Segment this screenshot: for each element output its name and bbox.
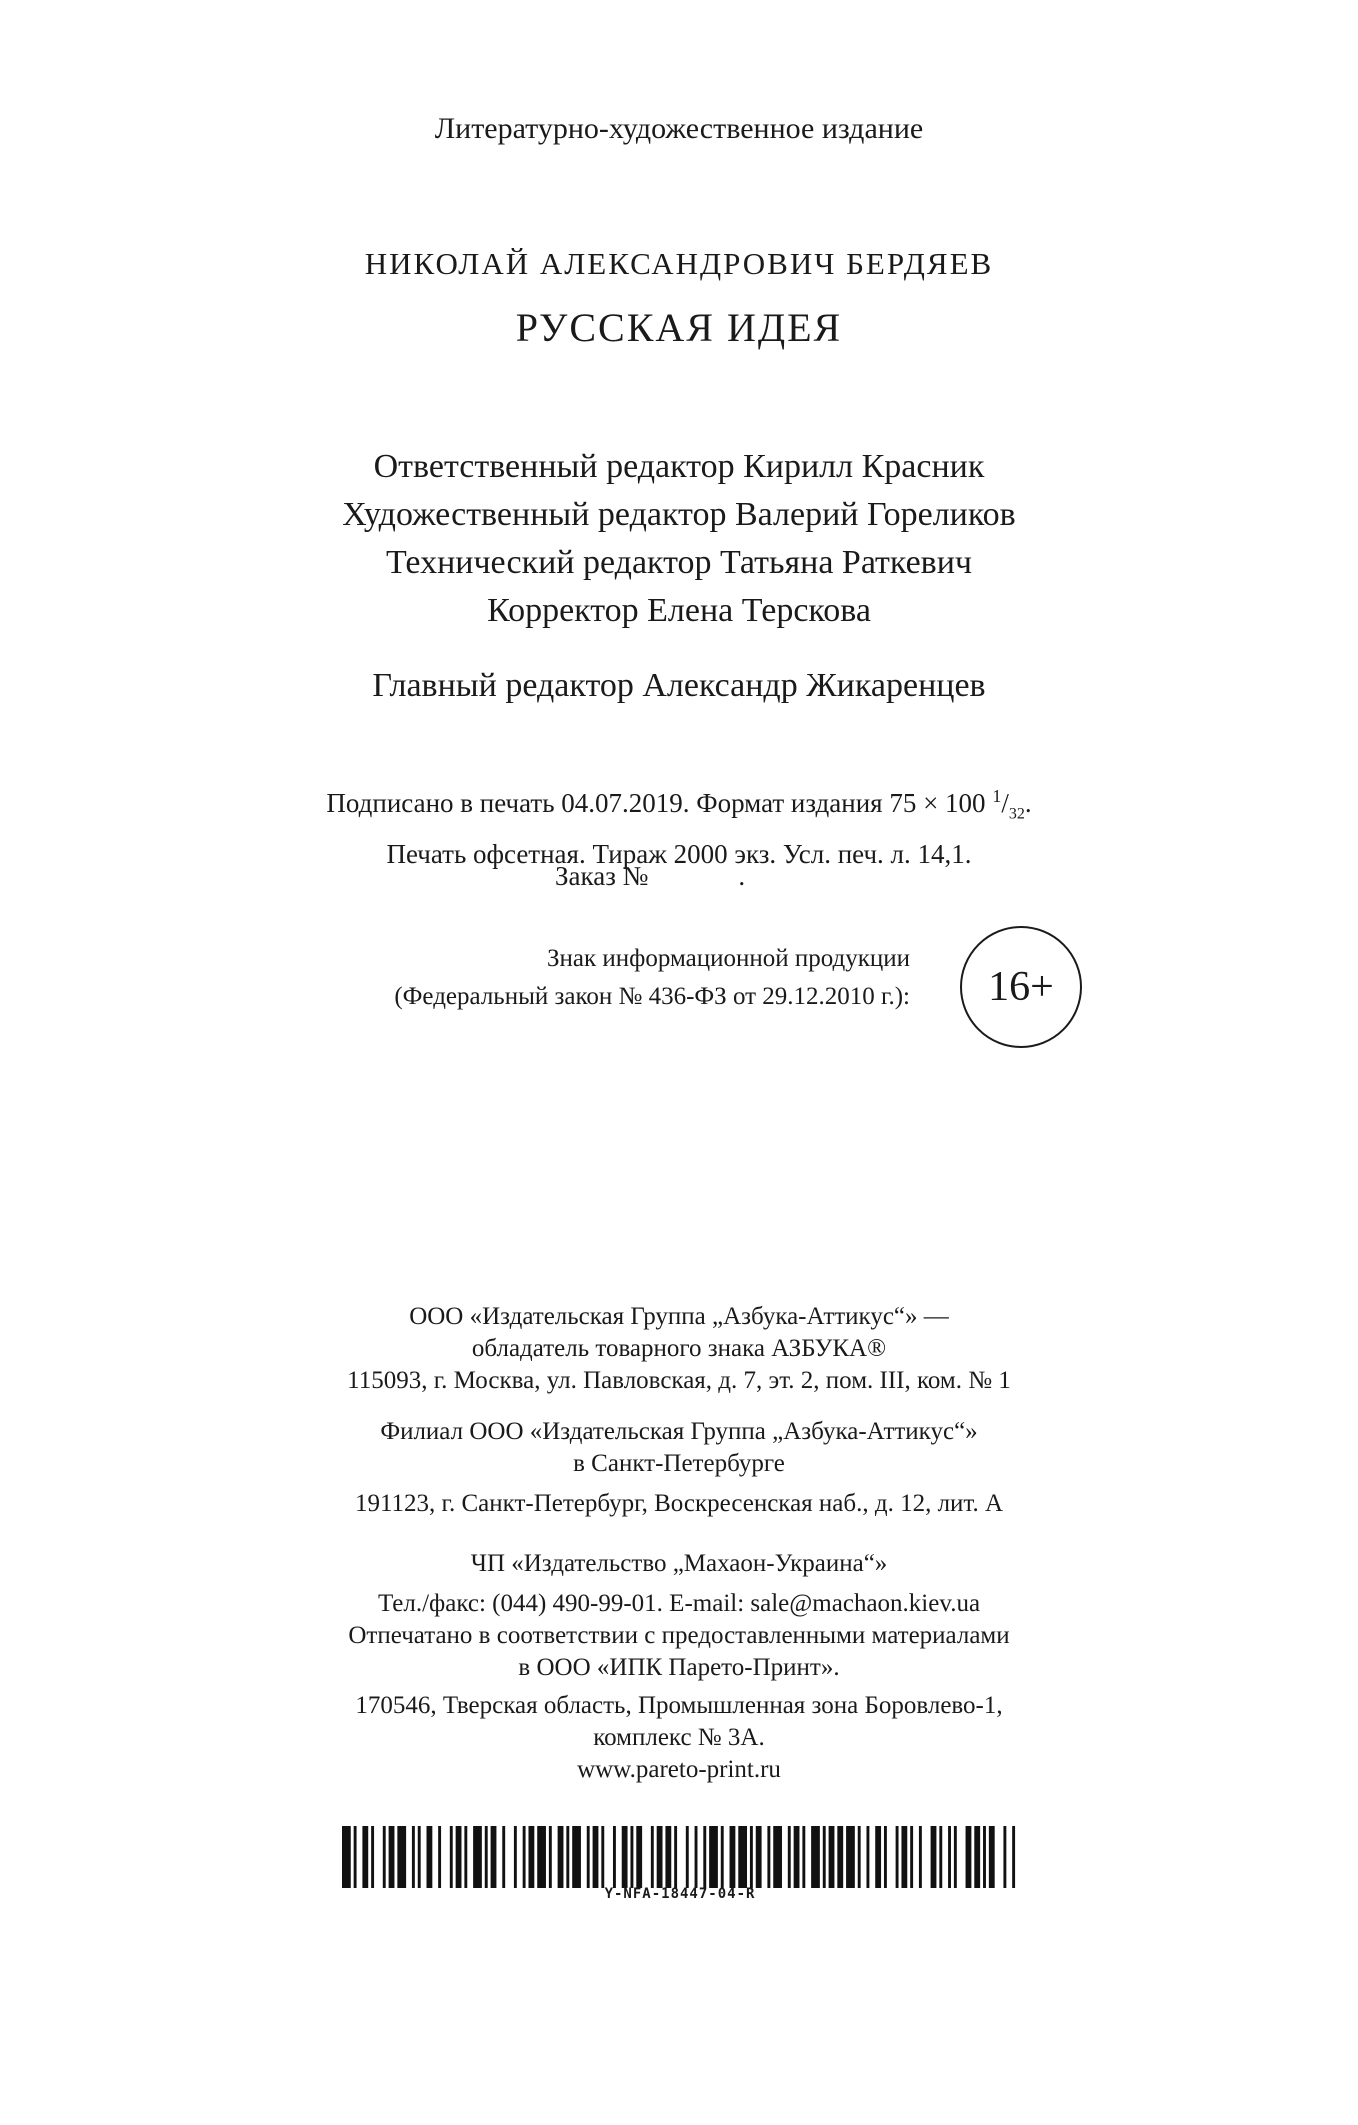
publisher-name: ООО «Издательская Группа „Азбука-Аттикус“» — bbox=[409, 1303, 949, 1330]
barcode-bar bbox=[837, 1826, 843, 1888]
barcode-bar bbox=[613, 1826, 616, 1888]
barcode-bar bbox=[523, 1826, 526, 1888]
credit-art-editor: Художественный редактор Валерий Гореликов bbox=[342, 496, 1016, 533]
barcode-bar bbox=[1003, 1826, 1006, 1888]
barcode-bar bbox=[910, 1826, 913, 1888]
barcode-bar bbox=[974, 1826, 980, 1888]
barcode-bar bbox=[794, 1826, 800, 1888]
format-fraction-numerator: 1 bbox=[992, 786, 1002, 806]
publisher-address: 115093, г. Москва, ул. Павловская, д. 7, эт. 2, пом. III, ком. № 1 bbox=[347, 1367, 1011, 1394]
barcode-bar bbox=[756, 1826, 762, 1888]
credit-proofreader: Корректор Елена Терскова bbox=[487, 592, 871, 629]
format-fraction-denominator: 32 bbox=[1008, 805, 1025, 823]
barcode-bar bbox=[630, 1826, 633, 1888]
barcode-bar bbox=[389, 1826, 395, 1888]
barcode-bar bbox=[802, 1826, 805, 1888]
barcode-bar bbox=[502, 1826, 505, 1888]
signed-for-print-line: Подписано в печать 04.07.2019. Формат издания 75 × 100 $^1/_{32}$. bbox=[326, 786, 1032, 823]
barcode-bar bbox=[721, 1826, 724, 1888]
barcode-bar bbox=[858, 1826, 861, 1888]
order-number-line bbox=[555, 856, 745, 896]
barcode-bar bbox=[464, 1826, 467, 1888]
barcode-label: Y-NFA-18447-04-R bbox=[604, 1886, 756, 1902]
barcode-bar bbox=[354, 1826, 357, 1888]
barcode-bar bbox=[931, 1826, 937, 1888]
barcode-bar bbox=[866, 1826, 869, 1888]
barcode-bar bbox=[528, 1826, 534, 1888]
barcode-bar bbox=[371, 1826, 374, 1888]
barcode-bar bbox=[558, 1826, 564, 1888]
barcode-bar bbox=[695, 1826, 698, 1888]
barcode-bar bbox=[954, 1826, 957, 1888]
barcode-bar bbox=[773, 1826, 782, 1888]
barcode-bar bbox=[427, 1826, 433, 1888]
barcode-bar bbox=[383, 1826, 386, 1888]
barcode-bar bbox=[884, 1826, 887, 1888]
barcode-bar bbox=[418, 1826, 421, 1888]
credit-technical-editor: Технический редактор Татьяна Раткевич bbox=[385, 544, 973, 581]
barcode-bar bbox=[703, 1826, 706, 1888]
barcode-bar bbox=[397, 1826, 406, 1888]
barcode-bar bbox=[875, 1826, 881, 1888]
barcode-bar bbox=[811, 1826, 820, 1888]
printer-website: www.pareto-print.ru bbox=[577, 1756, 781, 1783]
publisher-ukraine bbox=[0, 1548, 1358, 1620]
credit-chief-editor: Главный редактор Александр Жикаренцев bbox=[372, 667, 986, 704]
author-name: НИКОЛАЙ АЛЕКСАНДРОВИЧ БЕРДЯЕВ bbox=[364, 246, 994, 281]
edition-type: Литературно-художественное издание bbox=[434, 112, 924, 145]
barcode-bar bbox=[750, 1826, 753, 1888]
signed-for-print-text: Подписано в печать 04.07.2019. Формат издания 75 × 100 bbox=[326, 788, 986, 818]
book-title: РУССКАЯ ИДЕЯ bbox=[515, 305, 843, 350]
printer-info bbox=[0, 1620, 1358, 1786]
barcode-bar bbox=[537, 1826, 546, 1888]
barcode-bar bbox=[572, 1826, 581, 1888]
barcode-bar bbox=[491, 1826, 497, 1888]
barcode-bar bbox=[1012, 1826, 1015, 1888]
barcode-bar bbox=[829, 1826, 835, 1888]
barcode-bar bbox=[587, 1826, 590, 1888]
barcode-bar bbox=[767, 1826, 770, 1888]
publisher-trademark: обладатель товарного знака АЗБУКА® bbox=[471, 1335, 887, 1362]
credit-responsible-editor: Ответственный редактор Кирилл Красник bbox=[373, 448, 985, 485]
barcode-bar bbox=[566, 1826, 569, 1888]
branch-city: в Санкт-Петербурге bbox=[573, 1450, 785, 1477]
barcode-bar bbox=[686, 1826, 689, 1888]
barcode-bar bbox=[473, 1826, 482, 1888]
order-end: . bbox=[738, 861, 746, 891]
barcode-bar bbox=[674, 1826, 677, 1888]
printer-line-2: в ООО «ИПК Парето-Принт». bbox=[518, 1654, 840, 1681]
barcode-bar bbox=[730, 1826, 736, 1888]
age-rating-value: 16+ bbox=[988, 964, 1054, 1010]
publisher-main bbox=[0, 1301, 1358, 1397]
federal-law-reference: (Федеральный закон № 436-ФЗ от 29.12.2010 г.): bbox=[394, 983, 910, 1010]
printer-line-1: Отпечатано в соответствии с предоставленными материалами bbox=[348, 1622, 1010, 1649]
printer-line-4: комплекс № 3А. bbox=[593, 1724, 765, 1751]
barcode-bar bbox=[485, 1826, 488, 1888]
print-run-line: Печать офсетная. Тираж 2000 экз. Усл. печ. л. 14,1. bbox=[386, 839, 972, 870]
barcode-bar bbox=[919, 1826, 922, 1888]
barcode-bar bbox=[456, 1826, 462, 1888]
credit-chief-editor-block bbox=[0, 662, 1358, 710]
info-product-label: Знак информационной продукции bbox=[546, 945, 910, 972]
barcode-bar bbox=[788, 1826, 791, 1888]
barcode-bar bbox=[514, 1826, 517, 1888]
barcode-bar bbox=[622, 1826, 628, 1888]
barcode-bar bbox=[342, 1826, 351, 1888]
barcode-bar bbox=[939, 1826, 942, 1888]
barcode-bar bbox=[983, 1826, 986, 1888]
barcode-bar bbox=[549, 1826, 552, 1888]
barcode-bar bbox=[636, 1826, 642, 1888]
barcode-bar bbox=[362, 1826, 368, 1888]
barcode-bar bbox=[709, 1826, 718, 1888]
barcode-bar bbox=[450, 1826, 453, 1888]
barcode-bar bbox=[738, 1826, 747, 1888]
barcode-bar bbox=[412, 1826, 415, 1888]
barcode-bar bbox=[657, 1826, 663, 1888]
publisher-branch bbox=[0, 1416, 1358, 1520]
barcode-bar bbox=[651, 1826, 654, 1888]
order-label: Заказ № bbox=[555, 861, 649, 891]
barcode-bar bbox=[823, 1826, 826, 1888]
format-fraction-end: . bbox=[1024, 788, 1032, 818]
barcode-bar bbox=[901, 1826, 907, 1888]
barcode-bar bbox=[948, 1826, 951, 1888]
info-product-sign bbox=[270, 940, 910, 1016]
ukraine-contacts: Тел./факс: (044) 490-99-01. E-mail: sale@machaon.kiev.ua bbox=[377, 1590, 981, 1617]
barcode-bar bbox=[438, 1826, 441, 1888]
barcode-bar bbox=[593, 1826, 599, 1888]
barcode-bar bbox=[846, 1826, 855, 1888]
barcode-graphic bbox=[342, 1826, 1018, 1888]
branch-address: 191123, г. Санкт-Петербург, Воскресенская наб., д. 12, лит. А bbox=[354, 1490, 1004, 1517]
barcode-bar bbox=[896, 1826, 899, 1888]
printer-line-3: 170546, Тверская область, Промышленная зона Боровлево-1, bbox=[355, 1692, 1003, 1719]
barcode bbox=[342, 1826, 1018, 1902]
barcode-bar bbox=[989, 1826, 995, 1888]
age-rating-badge bbox=[960, 926, 1082, 1048]
barcode-bar bbox=[665, 1826, 671, 1888]
branch-name: Филиал ООО «Издательская Группа „Азбука-Аттикус“» bbox=[380, 1418, 978, 1445]
editorial-credits bbox=[0, 443, 1358, 635]
barcode-bar bbox=[966, 1826, 972, 1888]
ukraine-name: ЧП «Издательство „Махаон-Украина“» bbox=[470, 1550, 888, 1577]
barcode-bar bbox=[601, 1826, 604, 1888]
